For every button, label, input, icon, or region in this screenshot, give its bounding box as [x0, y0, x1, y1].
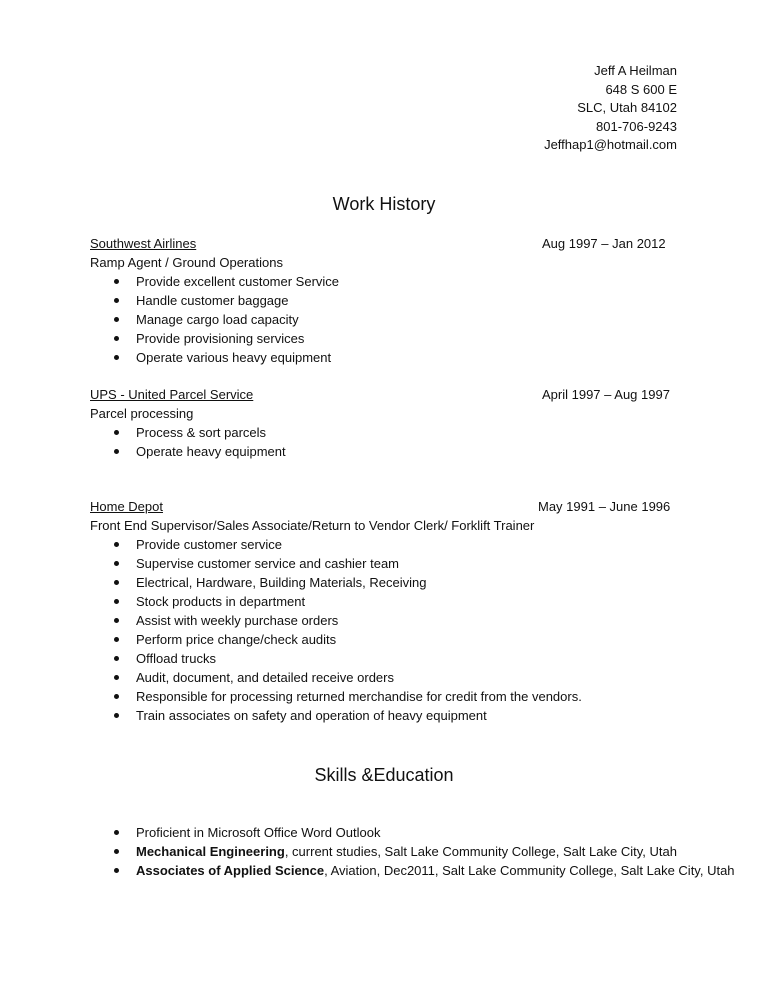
job-dates: Aug 1997 – Jan 2012 [542, 236, 666, 251]
duty-item: Stock products in department [90, 592, 678, 611]
contact-block [544, 62, 677, 155]
job-company: UPS - United Parcel Service [90, 387, 254, 402]
duty-item: Train associates on safety and operation of heavy equipment [90, 706, 678, 725]
duty-item: Responsible for processing returned merchandise for credit from the vendors. [90, 687, 678, 706]
skill-item [90, 861, 735, 880]
contact-street: 648 S 600 E [605, 81, 677, 97]
duty-item: Audit, document, and detailed receive orders [90, 668, 678, 687]
duty-item: Offload trucks [90, 649, 678, 668]
skills-education-heading: Skills &Education [314, 765, 454, 785]
duty-item: Process & sort parcels [90, 423, 678, 442]
duty-item: Operate various heavy equipment [90, 348, 678, 367]
skill-bold: Mechanical Engineering [136, 844, 285, 859]
duty-item: Handle customer baggage [90, 291, 678, 310]
duty-item: Electrical, Hardware, Building Materials, Receiving [90, 573, 678, 592]
duty-item: Provide excellent customer Service [90, 272, 678, 291]
job-duties [90, 535, 678, 725]
job-duties [90, 272, 678, 367]
duty-item: Assist with weekly purchase orders [90, 611, 678, 630]
duty-item: Provide customer service [90, 535, 678, 554]
skill-text: , current studies, Salt Lake Community College, Salt Lake City, Utah [284, 844, 677, 859]
skill-text: Proficient in Microsoft Office Word Outlook [136, 825, 381, 840]
skill-item [90, 842, 680, 861]
skill-text: , Aviation, Dec2011, Salt Lake Community College, Salt Lake City, Utah [324, 863, 735, 878]
duty-item: Provide provisioning services [90, 329, 678, 348]
job-dates: April 1997 – Aug 1997 [542, 387, 670, 402]
job-company: Southwest Airlines [90, 236, 197, 251]
job-role: Front End Supervisor/Sales Associate/Return to Vendor Clerk/ Forklift Trainer [90, 518, 535, 533]
duty-item: Operate heavy equipment [90, 442, 678, 461]
contact-email: Jeffhap1@hotmail.com [544, 137, 677, 152]
job-company: Home Depot [90, 499, 163, 514]
skill-item [90, 823, 680, 842]
contact-name: Jeff A Heilman [594, 63, 677, 78]
job-duties [90, 423, 678, 461]
contact-city: SLC, Utah 84102 [577, 100, 677, 115]
job-southwest [90, 234, 678, 367]
job-home-depot [90, 497, 678, 725]
contact-phone: 801-706-9243 [596, 118, 677, 134]
job-ups [90, 385, 678, 461]
skills-list [90, 823, 735, 880]
duty-item: Perform price change/check audits [90, 630, 678, 649]
job-role: Parcel processing [90, 406, 194, 421]
job-role: Ramp Agent / Ground Operations [90, 255, 283, 270]
job-dates: May 1991 – June 1996 [538, 499, 671, 514]
duty-item: Manage cargo load capacity [90, 310, 678, 329]
skill-bold: Associates of Applied Science [136, 863, 325, 878]
duty-item: Supervise customer service and cashier team [90, 554, 678, 573]
work-history-heading: Work History [332, 194, 436, 214]
